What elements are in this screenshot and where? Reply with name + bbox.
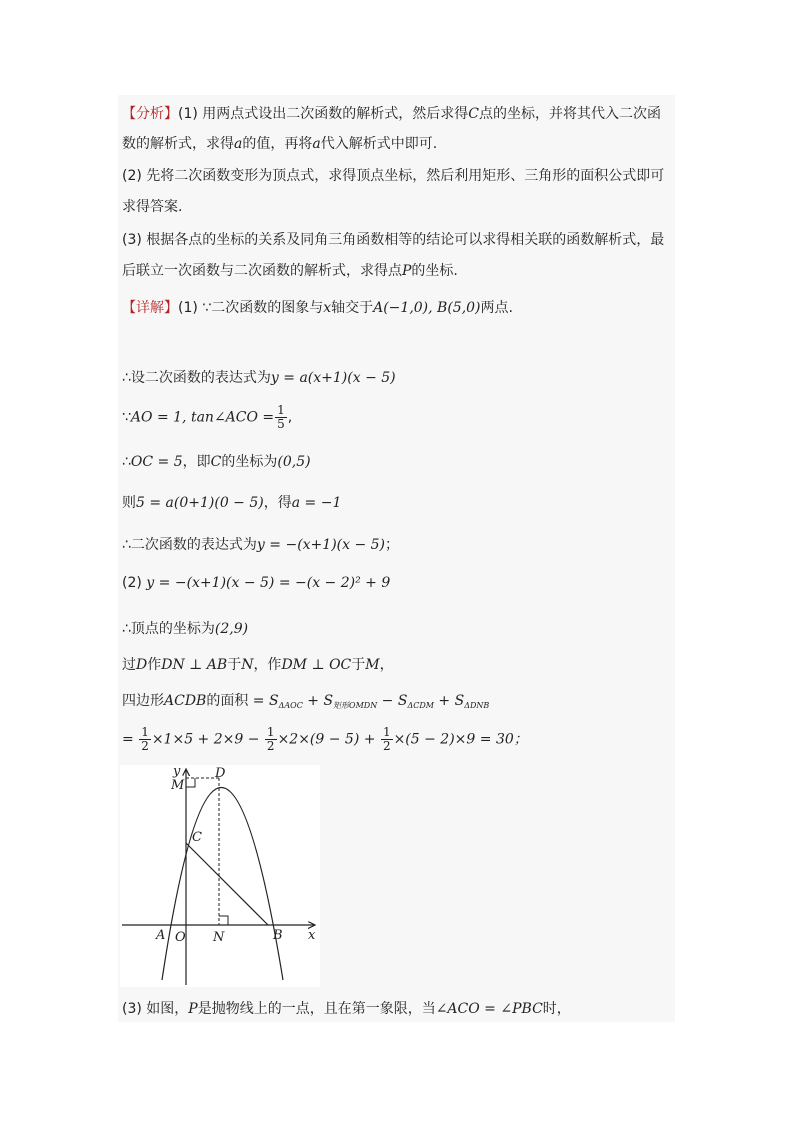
fraction-half-3: $\frac{1}{2}$ [382, 725, 391, 753]
analysis-line-3: (2) 先将二次函数变形为顶点式，求得顶点坐标，然后利用矩形、三角形的面积公式即可 [122, 168, 665, 184]
parabola-figure [120, 765, 320, 987]
label-x: x [308, 928, 316, 943]
figure-svg [120, 765, 320, 987]
right-angle-m [186, 778, 195, 787]
detail-line-7: (2) y = −(x+1)(x − 5) = −(x − 2)² + 9 [122, 575, 391, 591]
analysis-line-1: 【分析】(1) 用两点式设出二次函数的解析式，然后求得C点的坐标，并将其代入二次函 [122, 106, 661, 122]
detail-line-4: ∴OC = 5，即C的坐标为(0,5) [122, 454, 311, 470]
detail-line-10: 四边形ACDB的面积 = $S_{\Delta AOC} + S_{矩形OMDN} - S_{\Delta CDM} + S_{\Delta DNB}$ [122, 693, 490, 710]
label-y: y [173, 765, 181, 779]
analysis-line-2: 数的解析式，求得a的值，再将a代入解析式中即可. [122, 136, 438, 152]
fraction-half-1: $\frac{1}{2}$ [141, 725, 149, 753]
detail-line-11: = $\frac{1}{2}$ ×1×5 + 2×9 − $\frac{1}{2}$ ×2×(9 − 5) + $\frac{1}{2}$ ×(5 − 2)×9 = 30； [122, 725, 528, 753]
label-b: B [273, 928, 283, 943]
detail-line-9: 过D作DN ⊥ AB于N，作DM ⊥ OC于M， [122, 657, 394, 673]
detail-line-6: ∴二次函数的表达式为y = −(x+1)(x − 5)； [122, 537, 400, 553]
analysis-line-6: 后联立一次函数与二次函数的解析式，求得点P的坐标. [122, 263, 458, 279]
label-a: A [156, 928, 166, 943]
label-m: M [171, 778, 185, 793]
detail-line-5: 则5 = a(0+1)(0 − 5)，得a = −1 [122, 495, 342, 511]
fraction-one-fifth: $\frac{1}{5}$ [277, 403, 285, 431]
fraction-half-2: $\frac{1}{2}$ [266, 725, 275, 753]
label-n: N [213, 930, 225, 945]
detail-tag: 【详解】 [122, 300, 178, 316]
detail-line-3: ∵AO = 1, tan∠ACO = $\frac{1}{5}$ , [122, 403, 293, 431]
detail-line-8: ∴顶点的坐标为(2,9) [122, 621, 249, 637]
detail-line-12: (3) 如图，P是抛物线上的一点，且在第一象限，当∠ACO = ∠PBC时， [122, 1001, 571, 1017]
parabola-curve [162, 788, 283, 981]
segment-cb [186, 843, 268, 925]
analysis-tag: 【分析】 [122, 106, 178, 122]
label-d: D [215, 766, 226, 781]
detail-line-1: 【详解】(1) ∵二次函数的图象与x轴交于A(−1,0), B(5,0)两点. [122, 300, 513, 316]
analysis-line-5: (3) 根据各点的坐标的关系及同角三角函数相等的结论可以求得相关联的函数解析式，最 [122, 232, 665, 248]
label-c: C [192, 830, 202, 845]
detail-line-2: ∴设二次函数的表达式为y = a(x+1)(x − 5) [122, 370, 396, 386]
analysis-line-4: 求得答案. [122, 199, 183, 215]
right-angle-n [219, 916, 228, 925]
label-o: O [175, 930, 186, 945]
